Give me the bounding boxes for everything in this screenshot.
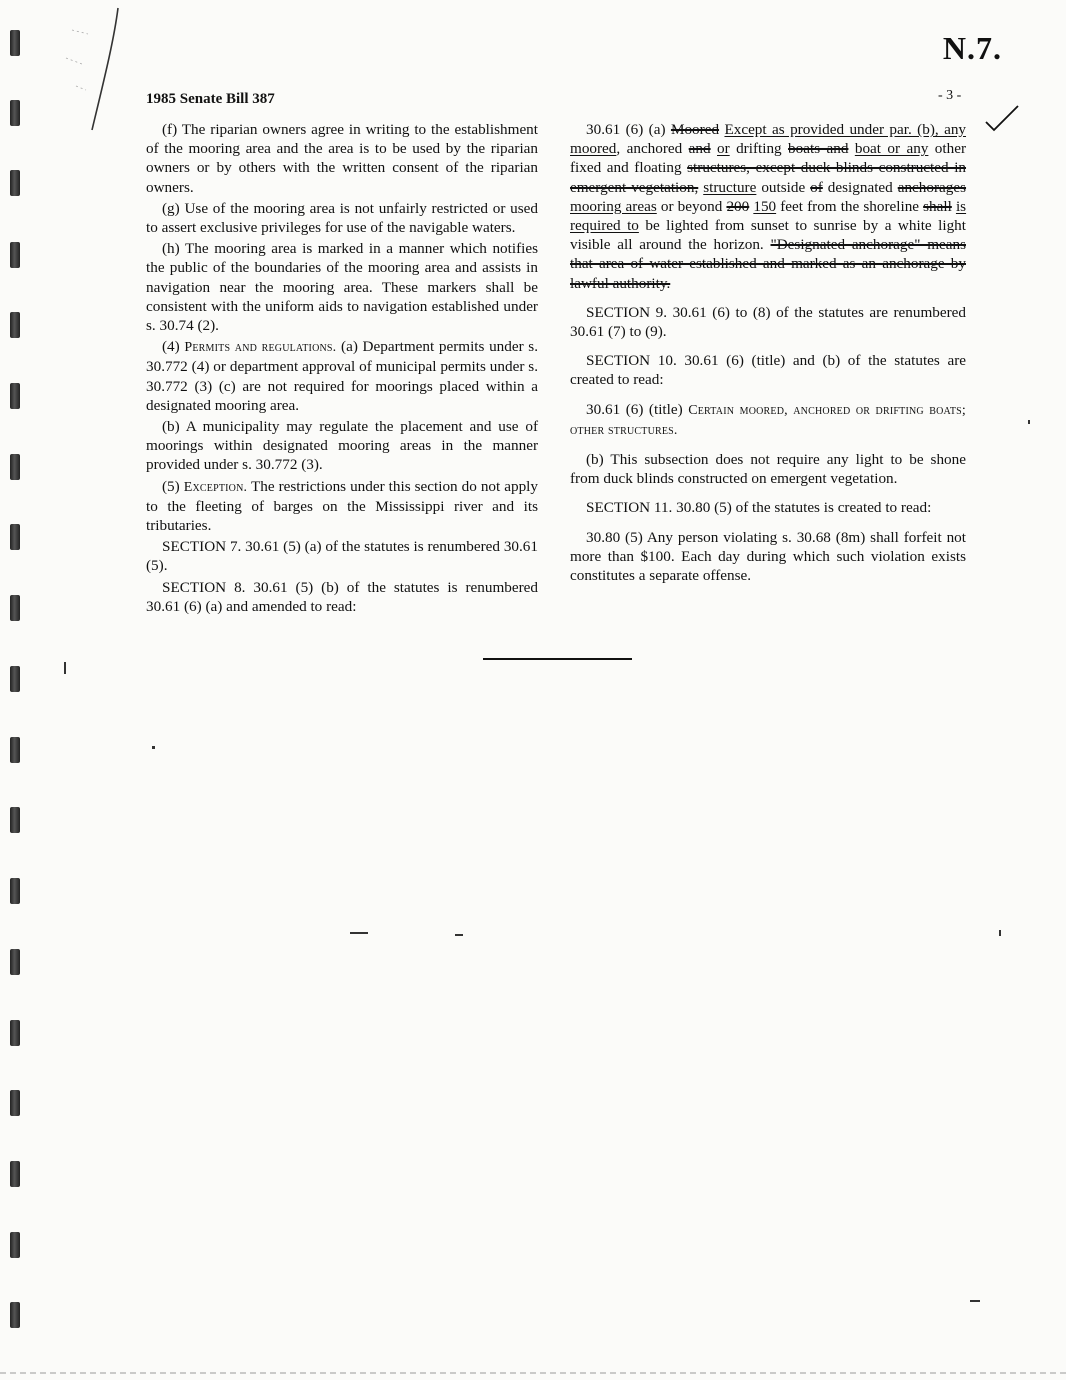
left-column — [146, 120, 538, 618]
scan-speck — [350, 932, 368, 934]
amended-paragraph-3061-6a — [570, 120, 966, 293]
deleted-text: anchorages — [897, 178, 967, 196]
deleted-text: of — [810, 178, 823, 196]
amend-text: other fixed and floating — [570, 140, 967, 177]
paragraph-h: (h) The mooring area is marked in a manner which notifies the public of the boundaries of the mooring area and assists in navigation near the mooring area. These markers shall be consistent with the uniform aids to navigation established under s. 30.74 (2). — [146, 240, 538, 335]
paragraph-5-text: The restrictions under this section do not apply to the fleeting of barges on the Mississippi river and its tributaries. — [146, 477, 538, 535]
amend-text: outside — [761, 178, 806, 196]
deleted-text: Moored — [670, 121, 720, 138]
inserted-text: 150 — [753, 197, 777, 215]
inserted-text: or — [717, 140, 730, 158]
scan-speck — [970, 1300, 980, 1302]
paragraph-5 — [146, 477, 538, 536]
amend-citation: 30.61 (6) (a) — [586, 121, 666, 138]
binding-holes — [10, 30, 24, 1360]
inserted-text: boat or any — [854, 140, 929, 158]
right-column — [570, 120, 966, 595]
page-number: - 3 - — [938, 88, 962, 103]
inserted-text: is required to — [570, 197, 967, 235]
end-rule-divider — [483, 658, 632, 660]
created-paragraph-b: (b) This subsection does not require any light to be shone from duck blinds constructed on emergent vegetation. — [570, 451, 966, 488]
page-stamp: N.7. — [942, 30, 1002, 66]
paragraph-4 — [146, 337, 538, 415]
deleted-text: shall — [923, 197, 952, 215]
created-title-3061-6 — [570, 400, 966, 440]
deleted-text: structures, except duck blinds constructed in emergent vegetation, — [570, 159, 967, 196]
paragraph-4-text: (a) Department permits under s. 30.772 (4) or department approval of municipal permits under s. 30.772 (3) (c) are not required for moorings placed within a designated mooring area. — [146, 338, 539, 414]
paragraph-5-number: (5) — [162, 477, 180, 495]
amend-text: , anchored — [616, 140, 683, 158]
scan-speck — [152, 746, 155, 749]
inserted-text: Except as provided under par. (b), any moored — [570, 121, 967, 158]
section-8: SECTION 8. 30.61 (5) (b) of the statutes is renumbered 30.61 (6) (a) and amended to read: — [146, 578, 538, 615]
paragraph-g: (g) Use of the mooring area is not unfairly restricted or used to assert exclusive privileges for use of the navigable waters. — [146, 199, 538, 237]
scan-speck — [455, 934, 463, 936]
amend-text: drifting — [736, 140, 782, 158]
scan-speck — [1028, 420, 1030, 424]
paragraph-4b: (b) A municipality may regulate the placement and use of moorings within designated mooring areas in the manner provided under s. 30.772 (3). — [146, 418, 538, 474]
amend-text: or beyond — [660, 197, 723, 215]
pen-stroke-mark — [52, 0, 142, 160]
paragraph-f: (f) The riparian owners agree in writing to the establishment of the mooring area and the area is to be used by the riparian owners or by others with the written consent of the riparian owners. — [146, 121, 538, 196]
amend-text: feet from the shoreline — [780, 197, 920, 215]
paragraph-4-number: (4) — [162, 338, 180, 356]
deleted-text: 200 — [726, 197, 750, 215]
scan-speck — [64, 662, 66, 674]
deleted-text: "Designated anchorage" means that area of water established and marked as an anchorage by lawful authority. — [570, 236, 966, 292]
section-10: SECTION 10. 30.61 (6) (title) and (b) of the statutes are created to read: — [570, 352, 966, 389]
paragraph-4-heading: Permits and regulations. — [184, 340, 337, 356]
section-11: SECTION 11. 30.80 (5) of the statutes is created to read: — [586, 499, 932, 517]
scan-bottom-edge — [0, 1372, 1066, 1374]
created-title-citation: 30.61 (6) (title) — [586, 400, 683, 418]
amend-text: designated — [827, 178, 893, 196]
created-paragraph-3080-5: 30.80 (5) Any person violating s. 30.68 (8m) shall forfeit not more than $100. Each day during which such violation exists constitutes a separate offense. — [570, 528, 966, 585]
scan-speck — [999, 930, 1001, 936]
checkmark-icon — [982, 104, 1022, 134]
inserted-text: mooring areas — [570, 197, 657, 215]
created-title-text: Certain moored, anchored or drifting boats; other structures. — [570, 402, 967, 438]
deleted-text: boats and — [788, 140, 849, 158]
section-9: SECTION 9. 30.61 (6) to (8) of the statutes are renumbered 30.61 (7) to (9). — [570, 303, 966, 341]
bill-title: 1985 Senate Bill 387 — [146, 91, 275, 107]
section-7: SECTION 7. 30.61 (5) (a) of the statutes is renumbered 30.61 (5). — [146, 538, 538, 575]
amend-text: be lighted from sunset to sunrise by a white light visible all around the horizon. — [570, 217, 966, 254]
inserted-text: structure — [703, 178, 757, 196]
paragraph-5-heading: Exception. — [183, 479, 248, 495]
deleted-text: and — [688, 140, 711, 158]
